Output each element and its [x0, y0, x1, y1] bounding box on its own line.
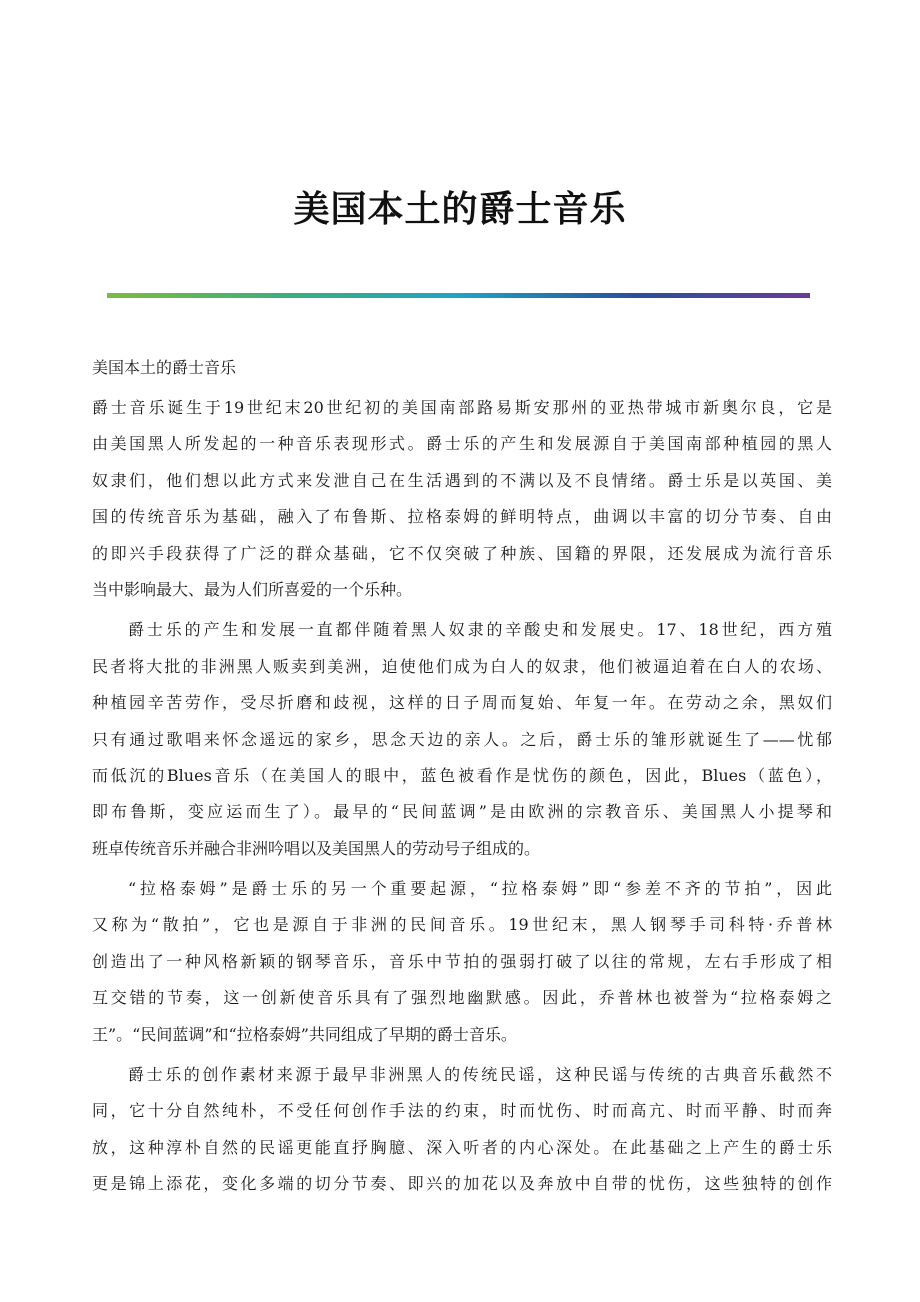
- paragraph-line: 王”。“民间蓝调”和“拉格泰姆”共同组成了早期的爵士音乐。: [92, 1024, 517, 1044]
- paragraph-line: 奴隶们，他们想以此方式来发泄自己在生活遇到的不满以及不良情绪。爵士乐是以英国、美: [92, 470, 832, 490]
- paragraph-line: 种植园辛苦劳作，受尽折磨和歧视，这样的日子周而复始、年复一年。在劳动之余，黑奴们: [92, 693, 832, 713]
- paragraph-line: 放，这种淳朴自然的民谣更能直抒胸臆、深入听者的内心深处。在此基础之上产生的爵士乐: [92, 1137, 832, 1157]
- section-heading: 美国本土的爵士音乐: [92, 358, 237, 377]
- paragraph-line: 同，它十分自然纯朴，不受任何创作手法的约束，时而忧伤、时而高亢、时而平静、时而奔: [92, 1101, 832, 1121]
- paragraph-line: 国的传统音乐为基础，融入了布鲁斯、拉格泰姆的鲜明特点，曲调以丰富的切分节奏、自由: [92, 507, 832, 527]
- paragraph-line: “拉格泰姆”是爵士乐的另一个重要起源，“拉格泰姆”即“参差不齐的节拍”，因此: [128, 879, 832, 899]
- title-divider: [107, 293, 810, 298]
- paragraph-line: 又称为“散拍”，它也是源自于非洲的民间音乐。19世纪末，黑人钢琴手司科特·乔普林: [92, 915, 832, 935]
- paragraph-line: 互交错的节奏，这一创新使音乐具有了强烈地幽默感。因此，乔普林也被誉为“拉格泰姆之: [92, 988, 832, 1008]
- document-body: [92, 350, 832, 1203]
- paragraph-line: 的即兴手段获得了广泛的群众基础，它不仅突破了种族、国籍的界限，还发展成为流行音乐: [92, 543, 832, 563]
- paragraph-line: 只有通过歌唱来怀念遥远的家乡，思念天边的亲人。之后，爵士乐的雏形就诞生了——忧郁: [92, 729, 832, 749]
- paragraph-line: 即布鲁斯，变应运而生了）。最早的“民间蓝调”是由欧洲的宗教音乐、美国黑人小提琴和: [92, 802, 832, 822]
- paragraph-line: 爵士乐的产生和发展一直都伴随着黑人奴隶的辛酸史和发展史。17、18世纪，西方殖: [128, 620, 832, 640]
- paragraph-line: 创造出了一种风格新颖的钢琴音乐，音乐中节拍的强弱打破了以往的常规，左右手形成了相: [92, 951, 832, 971]
- document-title: 美国本土的爵士音乐: [293, 188, 627, 230]
- paragraph-line: 民者将大批的非洲黑人贩卖到美洲，迫使他们成为白人的奴隶，他们被逼迫着在白人的农场、: [92, 656, 832, 676]
- paragraph-line: 当中影响最大、最为人们所喜爱的一个乐种。: [92, 579, 413, 599]
- paragraph-4: [92, 1057, 832, 1203]
- paragraph-line: 班卓传统音乐并融合非洲吟唱以及美国黑人的劳动号子组成的。: [92, 838, 541, 858]
- paragraph-line: 由美国黑人所发起的一种音乐表现形式。爵士乐的产生和发展源自于美国南部种植园的黑人: [92, 434, 832, 454]
- paragraph-line: 爵士乐的创作素材来源于最早非洲黑人的传统民谣，这种民谣与传统的古典音乐截然不: [128, 1065, 832, 1085]
- paragraph-2: [92, 612, 832, 867]
- paragraph-line: 爵士音乐诞生于19世纪末20世纪初的美国南部路易斯安那州的亚热带城市新奥尔良，它是: [92, 398, 832, 417]
- paragraph-line: 而低沉的Blues音乐（在美国人的眼中，蓝色被看作是忧伤的颜色，因此，Blues（蓝色），: [92, 765, 832, 785]
- paragraph-1: [92, 390, 832, 608]
- paragraph-3: [92, 871, 832, 1053]
- paragraph-line: 更是锦上添花，变化多端的切分节奏、即兴的加花以及奔放中自带的忧伤，这些独特的创作: [92, 1174, 832, 1194]
